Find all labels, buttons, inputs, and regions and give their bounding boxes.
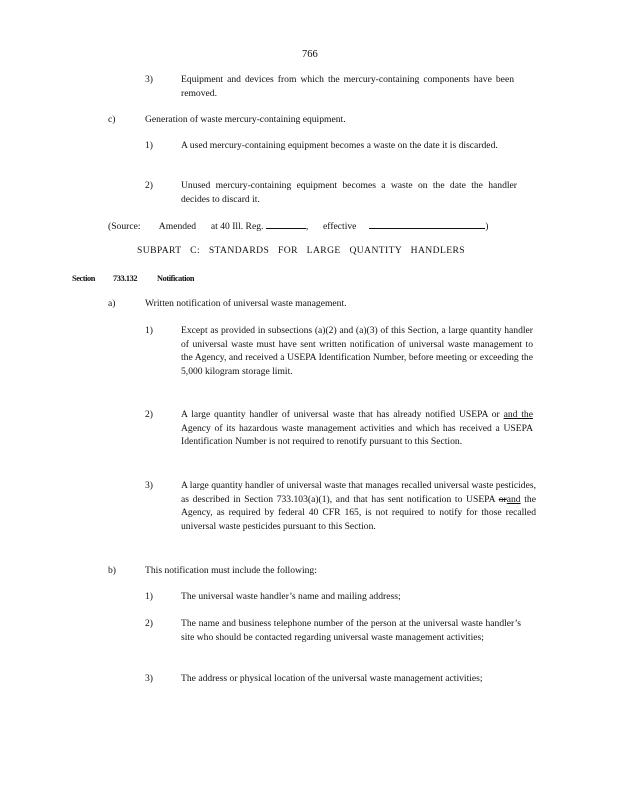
item-b1-label: 1) <box>145 591 153 602</box>
item-a1-text: Except as provided in subsections (a)(2) and (a)(3) of this Section, a large quantity handler of universal waste must have sent written notification of universal waste management to the Agency, and received a USEPA Identification Number, before meeting or exceeding the 5,000 kilogram storage limit. <box>181 325 533 377</box>
page-number: 766 <box>302 49 318 60</box>
item-b1-text: The universal waste handler’s name and mailing address; <box>181 591 401 602</box>
section-number: 733.132 <box>113 274 138 283</box>
source-effective: effective <box>323 221 357 232</box>
subsection-c-label: c) <box>108 114 116 125</box>
item-c1-text: A used mercury-containing equipment becomes a waste on the date it is discarded. <box>181 140 498 151</box>
section-label: Section <box>72 274 96 283</box>
item-a1-label: 1) <box>145 325 153 336</box>
item-b3-label: 3) <box>145 673 153 684</box>
section-title: Notification <box>157 274 195 283</box>
subsection-b-label: b) <box>108 565 116 576</box>
item-a2-text <box>181 408 533 449</box>
source-lead: (Source: <box>108 221 141 232</box>
item-a3-text-pre: A large quantity handler of universal waste that manages recalled universal waste pesticides, as described in Section 733.103(a)(1), and that has sent notification to USEPA <box>181 480 536 505</box>
subsection-b-text: This notification must include the following: <box>145 565 317 576</box>
effective-date-blank <box>369 219 485 229</box>
item-c2-text: Unused mercury-containing equipment becomes a waste on the date the handler decides to discard it. <box>181 180 517 205</box>
item-3-label: 3) <box>145 74 153 85</box>
item-a3-label: 3) <box>145 480 153 491</box>
item-b3-text: The address or physical location of the universal waste management activities; <box>181 673 483 684</box>
item-c1-label: 1) <box>145 140 153 151</box>
item-a2-text-pre: A large quantity handler of universal waste that has already notified USEPA or <box>181 409 504 420</box>
item-b2-text: The name and business telephone number of the person at the universal waste handler’s site who should be contacted regarding universal waste management activities; <box>181 618 521 643</box>
register-blank <box>266 219 306 229</box>
subsection-a-text: Written notification of universal waste management. <box>145 298 347 309</box>
subsection-c-text: Generation of waste mercury-containing equipment. <box>145 114 346 125</box>
source-note <box>108 219 488 234</box>
subsection-a-label: a) <box>108 298 116 309</box>
item-b2-label: 2) <box>145 618 153 629</box>
item-a2-label: 2) <box>145 409 153 420</box>
source-close: ) <box>485 221 489 232</box>
item-a2-text-post: Agency of its hazardous waste management activities and which has received a USEPA Identification Number is not required to renotify pursuant to this Section. <box>181 422 533 448</box>
item-3-text: Equipment and devices from which the mercury-containing components have been removed. <box>181 74 514 99</box>
source-amended: Amended <box>158 221 197 232</box>
item-a3-deleted: or <box>498 493 507 505</box>
item-a3-text-post: the Agency, as required by federal 40 CFR 165, is not required to notify for those recalled universal waste pesticides pursuant to this Section. <box>181 493 536 532</box>
item-a3-inserted: and <box>506 493 521 505</box>
source-comma: , <box>305 221 309 232</box>
subpart-heading: SUBPART C: STANDARDS FOR LARGE QUANTITY HANDLERS <box>137 245 466 256</box>
source-register: at 40 Ill. Reg. <box>210 221 264 232</box>
item-a2-inserted: and the <box>503 409 533 420</box>
item-a3-text <box>181 479 536 533</box>
item-c2-label: 2) <box>145 180 153 191</box>
